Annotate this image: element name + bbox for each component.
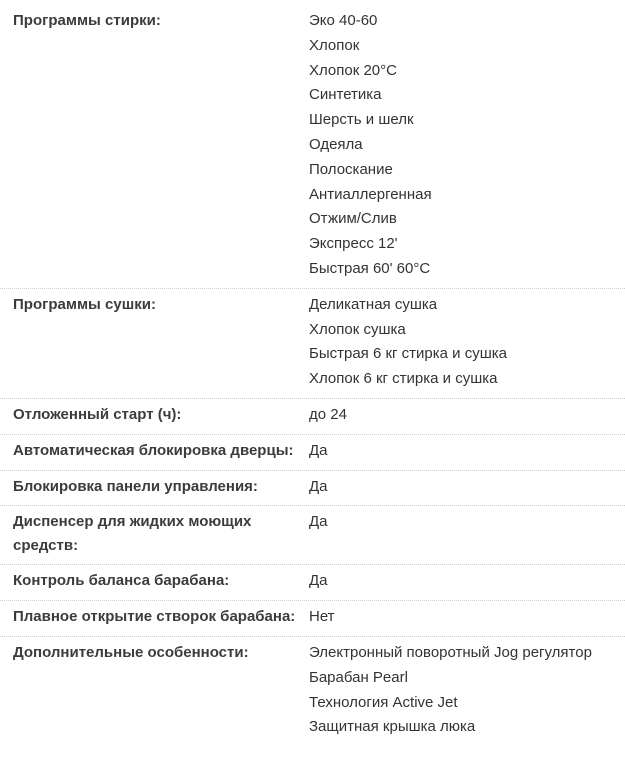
spec-values — [309, 605, 625, 630]
spec-row — [0, 601, 625, 637]
spec-value: Да — [309, 441, 328, 459]
spec-values — [309, 403, 625, 428]
spec-label: Программы сушки: — [13, 295, 156, 313]
spec-values — [309, 9, 625, 282]
spec-value: Экспресс 12' — [309, 235, 398, 253]
spec-value: Быстрая 60' 60°C — [309, 259, 431, 277]
spec-row — [0, 471, 625, 507]
spec-value: Технология Active Jet — [309, 693, 458, 711]
spec-value: Да — [309, 513, 328, 531]
spec-value: Хлопок 20°C — [309, 61, 397, 79]
spec-value: Защитная крышка люка — [309, 718, 476, 736]
spec-values — [309, 293, 625, 392]
spec-value: Хлопок 6 кг стирка и сушка — [309, 370, 498, 388]
spec-value: Хлопок сушка — [309, 320, 406, 338]
spec-values — [309, 641, 625, 740]
spec-row — [0, 565, 625, 601]
spec-value: Шерсть и шелк — [309, 111, 414, 129]
spec-value: Быстрая 6 кг стирка и сушка — [309, 345, 507, 363]
spec-row — [0, 435, 625, 471]
spec-label: Контроль баланса барабана: — [13, 572, 230, 590]
spec-values — [309, 510, 625, 558]
spec-values — [309, 569, 625, 594]
spec-row — [0, 289, 625, 399]
spec-label: Блокировка панели управления: — [13, 477, 258, 495]
spec-value: Синтетика — [309, 86, 382, 104]
spec-value: Деликатная сушка — [309, 295, 438, 313]
spec-values — [309, 439, 625, 464]
spec-label: Дополнительные особенности: — [13, 643, 249, 661]
spec-value: Да — [309, 477, 328, 495]
spec-row — [0, 5, 625, 289]
spec-value: Нет — [309, 608, 335, 626]
spec-value: Электронный поворотный Jog регулятор — [309, 643, 592, 661]
spec-label: Автоматическая блокировка дверцы: — [13, 441, 294, 459]
spec-value: Полоскание — [309, 160, 393, 178]
spec-value: Хлопок — [309, 36, 360, 54]
spec-row — [0, 399, 625, 435]
spec-value: Эко 40-60 — [309, 12, 378, 29]
spec-row — [0, 506, 625, 565]
spec-value: Да — [309, 572, 328, 590]
spec-row — [0, 637, 625, 746]
spec-values — [309, 475, 625, 500]
spec-label: Диспенсер для жидких моющих средств: — [13, 513, 252, 555]
spec-value: Барабан Pearl — [309, 668, 408, 686]
spec-label: Отложенный старт (ч): — [13, 405, 182, 423]
spec-label: Плавное открытие створок барабана: — [13, 608, 296, 626]
spec-value: Антиаллергенная — [309, 185, 432, 203]
spec-value: до 24 — [309, 405, 347, 423]
spec-value: Отжим/Слив — [309, 210, 397, 228]
spec-value: Одеяла — [309, 135, 363, 153]
spec-label: Программы стирки: — [13, 12, 161, 29]
